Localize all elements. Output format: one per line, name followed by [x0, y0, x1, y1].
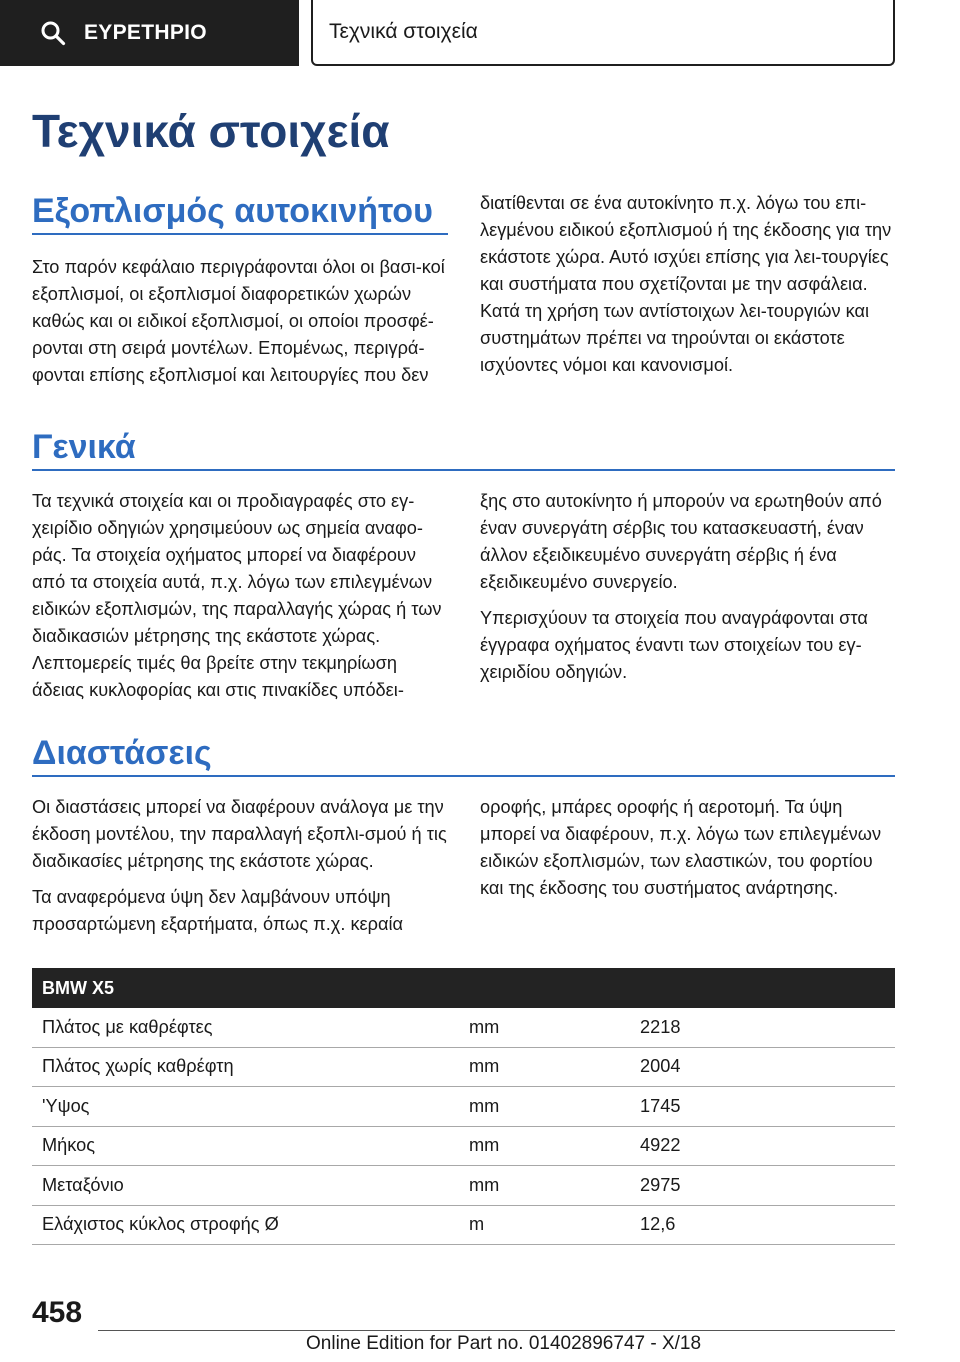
section-general-left [32, 488, 450, 713]
paragraph: Υπερισχύουν τα στοιχεία που αναγράφονται στα έγγραφα οχήματος έναντι των στοιχείων του εγ-χειριδίου οδηγιών. [480, 608, 868, 682]
section-rule [32, 233, 448, 235]
table-row [32, 1048, 895, 1088]
table-cell-unit: mm [469, 1056, 500, 1077]
section-rule [32, 469, 895, 471]
footer-rule [98, 1330, 895, 1331]
table-cell-value: 2975 [640, 1174, 681, 1195]
footer-edition: Online Edition for Part no. 01402896747 - X/18 [306, 1333, 702, 1354]
section-general-right [480, 488, 898, 695]
section-dimensions-left [32, 794, 450, 947]
table-cell-unit: m [469, 1214, 485, 1235]
table-cell-label: Ελάχιστος κύκλος στροφής Ø [42, 1214, 279, 1235]
table-cell-unit: mm [469, 1016, 500, 1037]
index-button[interactable] [0, 0, 299, 66]
table-row [32, 1127, 895, 1167]
section-heading-equipment: Εξοπλισμός αυτοκινήτου [32, 192, 433, 230]
table-cell-unit: mm [469, 1135, 500, 1156]
search-icon [40, 20, 66, 46]
table-cell-label: 'Υψος [42, 1095, 90, 1116]
section-heading-dimensions: Διαστάσεις [32, 734, 212, 772]
paragraph: διατίθενται σε ένα αυτοκίνητο π.χ. λόγω του επι-λεγμένου ειδικού εξοπλισμού ή της έκδοσης για την εκάστοτε χώρα. Αυτό ισχύει επίσης για λει-τουργίες και συστήματα που σχετίζονται με την ασφάλεια. Κατά τη χρήση των αντίστοιχων λει-τουργιών και συστημάτων πρέπει να τηρούνται οι εκάστοτε ισχύοντες νόμοι και κανονισμοί. [480, 193, 892, 375]
table-cell-value: 2218 [640, 1016, 681, 1037]
table-row [32, 1166, 895, 1206]
section-equipment-left [32, 254, 450, 398]
section-heading-general: Γενικά [32, 428, 136, 466]
table-cell-label: Πλάτος χωρίς καθρέφτη [42, 1056, 234, 1077]
paragraph: Στο παρόν κεφάλαιο περιγράφονται όλοι οι βασι-κοί εξοπλισμοί, οι εξοπλισμοί διαφορετικών χωρών καθώς και οι ειδικοί εξοπλισμοί, οι οποίοι προσφέ-ρονται στη σειρά μοντέλων. Επομένως, περιγρά-φονται επίσης εξοπλισμοί και λειτουργίες που δεν [32, 257, 445, 385]
table-row [32, 1087, 895, 1127]
paragraph: οροφής, μπάρες οροφής ή αεροτομή. Τα ύψη μπορεί να διαφέρουν, π.χ. λόγω των επιλεγμένων ειδικών εξοπλισμών, των ελαστικών, του φορτίου και της έκδοσης του συστήματος ανάρτησης. [480, 797, 882, 898]
table-row [32, 1008, 895, 1048]
table-cell-value: 12,6 [640, 1214, 676, 1235]
table-cell-value: 2004 [640, 1056, 681, 1077]
section-dimensions-right [480, 794, 898, 911]
table-cell-label: Μήκος [42, 1135, 96, 1156]
table-cell-label: Πλάτος με καθρέφτες [42, 1016, 213, 1037]
section-rule [32, 775, 895, 777]
paragraph: Οι διαστάσεις μπορεί να διαφέρουν ανάλογα με την έκδοση μοντέλου, την παραλλαγή εξοπλι-σμού ή τις διαδικασίες μέτρησης της εκάστοτε χώρας. [32, 797, 447, 871]
table-cell-value: 1745 [640, 1095, 681, 1116]
paragraph: Τα αναφερόμενα ύψη δεν λαμβάνουν υπόψη προσαρτώμενη εξαρτήματα, όπως π.χ. κεραία [32, 887, 404, 934]
breadcrumb[interactable] [311, 0, 895, 66]
table-cell-label: Μεταξόνιο [42, 1174, 124, 1195]
table-cell-unit: mm [469, 1174, 500, 1195]
page-number: 458 [32, 1296, 83, 1329]
table-cell-unit: mm [469, 1095, 500, 1116]
dimensions-table [32, 968, 895, 1245]
table-header: BMW X5 [32, 968, 895, 1008]
breadcrumb-label: Τεχνικά στοιχεία [329, 20, 478, 43]
page-title: Τεχνικά στοιχεία [32, 105, 390, 157]
top-bar [0, 0, 960, 66]
table-row [32, 1206, 895, 1246]
table-cell-value: 4922 [640, 1135, 681, 1156]
paragraph: Τα τεχνικά στοιχεία και οι προδιαγραφές στο εγ-χειρίδιο οδηγιών χρησιμεύουν ως σημεία αναφο-ράς. Τα στοιχεία οχήματος μπορεί να διαφέρουν από τα στοιχεία αυτά, π.χ. λόγω των επιλεγμένων ειδικών εξοπλισμών, της παραλλαγής χώρας ή των διαδικασιών μέτρησης της εκάστοτε χώρας. Λεπτομερείς τιμές θα βρείτε στην τεκμηρίωση άδειας κυκλοφορίας και στις πινακίδες υπόδει- [32, 491, 442, 700]
paragraph: ξης στο αυτοκίνητο ή μπορούν να ερωτηθούν από έναν συνεργάτη σέρβις του κατασκευαστή, έναν άλλον εξειδικευμένο συνεργάτη σέρβις ή ένα εξειδικευμένο συνεργείο. [480, 491, 882, 592]
section-equipment-right [480, 190, 898, 388]
index-label: ΕΥΡΕΤΗΡΙΟ [84, 21, 207, 44]
